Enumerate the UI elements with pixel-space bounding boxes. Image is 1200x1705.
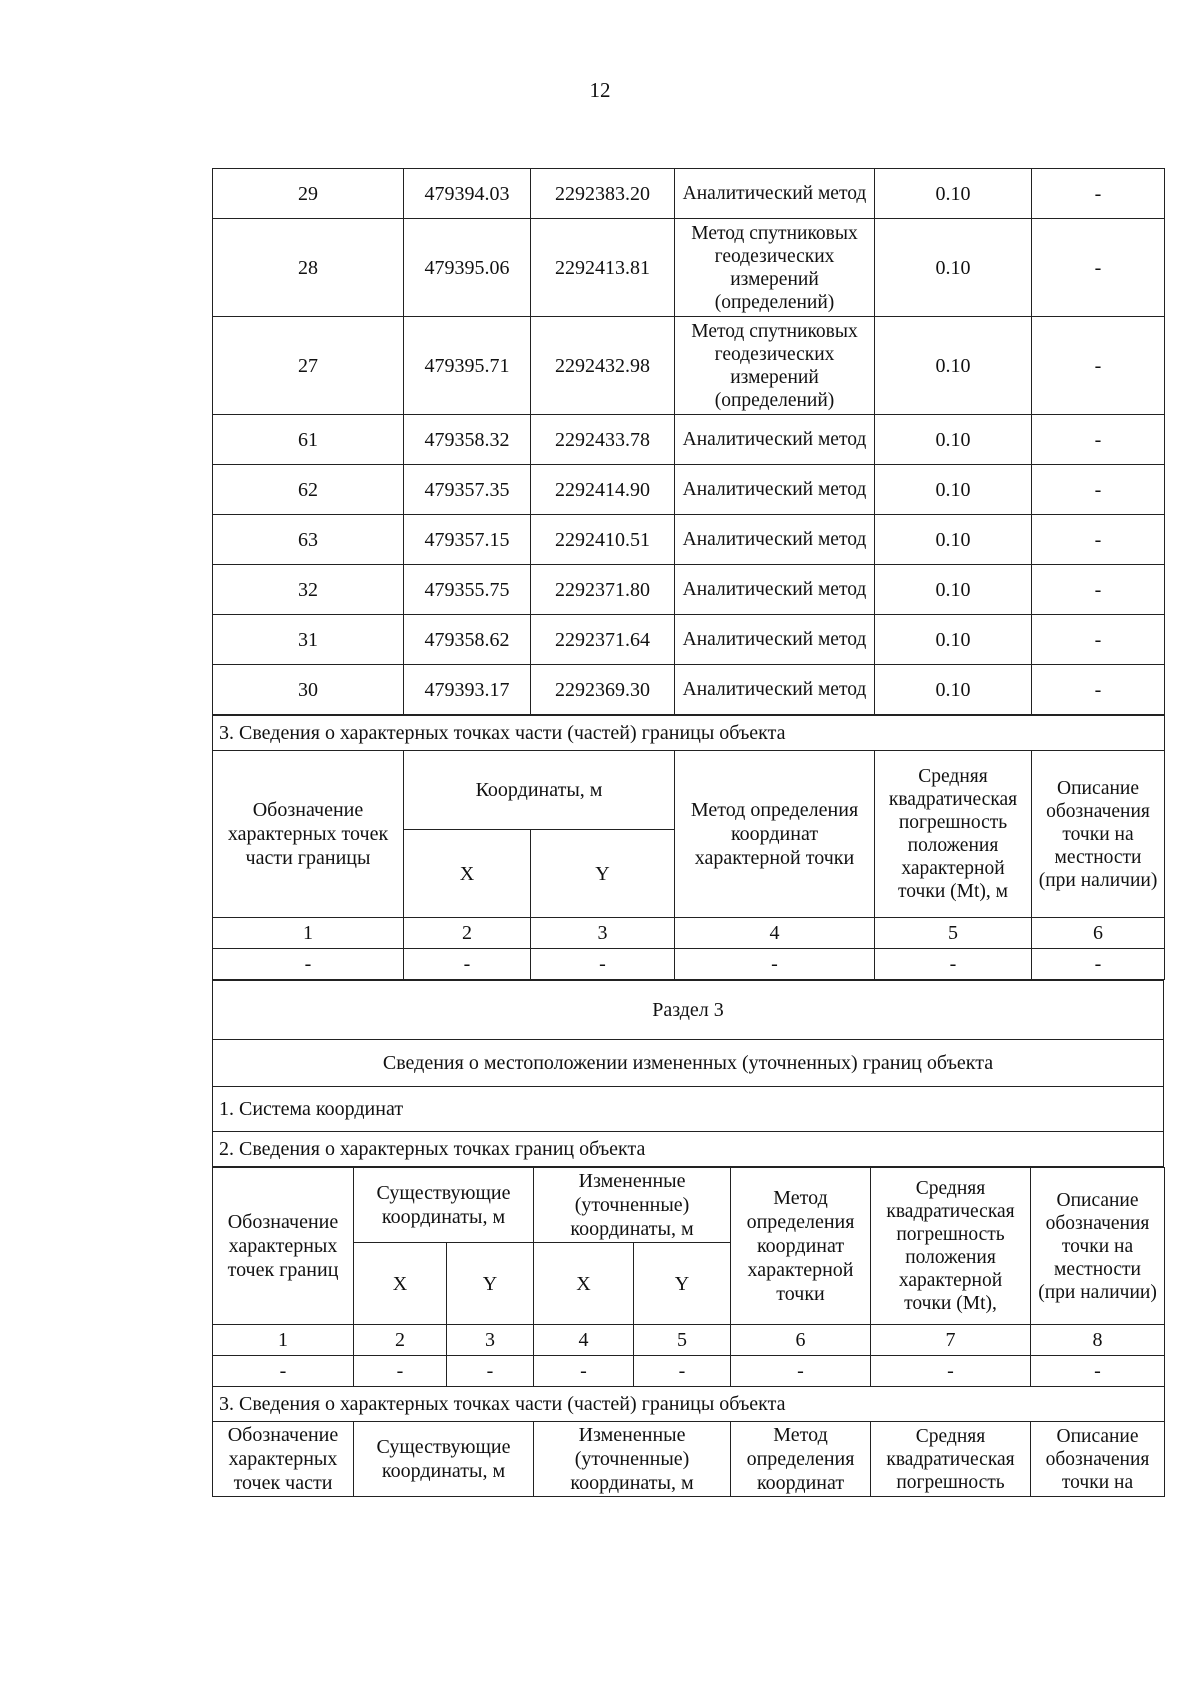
section3-part3-title: 3. Сведения о характерных точках части (частей) границы объекта	[213, 1387, 1165, 1422]
column-number: 2	[404, 918, 531, 949]
table-row	[213, 415, 1165, 465]
document-sheet	[212, 168, 1164, 1497]
header-y-changed: Y	[634, 1243, 731, 1325]
empty-cell: -	[1031, 1356, 1165, 1387]
x-coordinate-cell: 479358.32	[404, 415, 531, 465]
description-cell: -	[1032, 169, 1165, 219]
table-row	[213, 665, 1165, 715]
point-number-cell: 28	[213, 219, 404, 317]
mt-cell: 0.10	[875, 565, 1032, 615]
y-coordinate-cell: 2292369.30	[531, 665, 675, 715]
description-cell: -	[1032, 515, 1165, 565]
table-row	[213, 317, 1165, 415]
point-number-cell: 29	[213, 169, 404, 219]
section3-subheading: Сведения о местоположении измененных (уточненных) границ объекта	[213, 1040, 1164, 1087]
x-coordinate-cell: 479394.03	[404, 169, 531, 219]
column-number: 3	[447, 1325, 534, 1356]
mt-cell: 0.10	[875, 665, 1032, 715]
description-cell: -	[1032, 465, 1165, 515]
header-mt: Средняя квадратическая погрешность положения характерной точки (Mt),	[871, 1168, 1031, 1325]
y-coordinate-cell: 2292432.98	[531, 317, 675, 415]
empty-cell: -	[447, 1356, 534, 1387]
column-number: 2	[354, 1325, 447, 1356]
y-coordinate-cell: 2292414.90	[531, 465, 675, 515]
description-cell: -	[1032, 665, 1165, 715]
y-coordinate-cell: 2292410.51	[531, 515, 675, 565]
header-y-existing: Y	[447, 1243, 534, 1325]
column-number: 6	[1032, 918, 1165, 949]
x-coordinate-cell: 479357.15	[404, 515, 531, 565]
header-point: Обозначение характерных точек части	[213, 1422, 354, 1497]
table-row	[213, 615, 1165, 665]
empty-cell: -	[875, 949, 1032, 980]
method-cell: Аналитический метод	[675, 465, 875, 515]
point-number-cell: 62	[213, 465, 404, 515]
description-cell: -	[1032, 219, 1165, 317]
x-coordinate-cell: 479393.17	[404, 665, 531, 715]
header-description: Описание обозначения точки на местности (при наличии)	[1031, 1168, 1165, 1325]
table-row	[213, 565, 1165, 615]
method-cell: Аналитический метод	[675, 565, 875, 615]
method-cell: Метод спутниковых геодезических измерений (определений)	[675, 317, 875, 415]
mt-cell: 0.10	[875, 515, 1032, 565]
mt-cell: 0.10	[875, 317, 1032, 415]
section3-header-table	[212, 980, 1164, 1167]
empty-cell: -	[871, 1356, 1031, 1387]
header-method: Метод определения координат характерной точки	[731, 1168, 871, 1325]
x-coordinate-cell: 479395.71	[404, 317, 531, 415]
y-coordinate-cell: 2292371.80	[531, 565, 675, 615]
method-cell: Аналитический метод	[675, 169, 875, 219]
header-existing-coordinates: Существующие координаты, м	[354, 1422, 534, 1497]
description-cell: -	[1032, 565, 1165, 615]
empty-cell: -	[675, 949, 875, 980]
header-x: X	[404, 830, 531, 918]
header-description: Описание обозначения точки на местности (при наличии)	[1032, 751, 1165, 918]
column-number: 4	[675, 918, 875, 949]
mt-cell: 0.10	[875, 465, 1032, 515]
page-number: 12	[589, 78, 611, 102]
table-row	[213, 465, 1165, 515]
header-x-existing: X	[354, 1243, 447, 1325]
point-number-cell: 31	[213, 615, 404, 665]
y-coordinate-cell: 2292433.78	[531, 415, 675, 465]
column-number: 1	[213, 918, 404, 949]
mt-cell: 0.10	[875, 219, 1032, 317]
empty-cell: -	[634, 1356, 731, 1387]
point-number-cell: 63	[213, 515, 404, 565]
empty-cell: -	[1032, 949, 1165, 980]
empty-cell: -	[213, 1356, 354, 1387]
method-cell: Аналитический метод	[675, 665, 875, 715]
header-x-changed: X	[534, 1243, 634, 1325]
description-cell: -	[1032, 317, 1165, 415]
empty-cell: -	[531, 949, 675, 980]
column-number: 5	[634, 1325, 731, 1356]
point-number-cell: 61	[213, 415, 404, 465]
method-cell: Аналитический метод	[675, 515, 875, 565]
point-number-cell: 30	[213, 665, 404, 715]
x-coordinate-cell: 479355.75	[404, 565, 531, 615]
empty-cell: -	[404, 949, 531, 980]
method-cell: Аналитический метод	[675, 415, 875, 465]
section3-part2-title: 2. Сведения о характерных точках границ объекта	[213, 1132, 1164, 1167]
coordinate-system-label: 1. Система координат	[213, 1087, 1164, 1132]
table-row	[213, 169, 1165, 219]
header-method: Метод определения координат характерной точки	[675, 751, 875, 918]
header-mt: Средняя квадратическая погрешность	[871, 1422, 1031, 1497]
column-number: 1	[213, 1325, 354, 1356]
mt-cell: 0.10	[875, 615, 1032, 665]
section2-part3-title: 3. Сведения о характерных точках части (частей) границы объекта	[213, 716, 1165, 751]
method-cell: Метод спутниковых геодезических измерений (определений)	[675, 219, 875, 317]
column-number: 6	[731, 1325, 871, 1356]
header-existing-coordinates: Существующие координаты, м	[354, 1168, 534, 1243]
description-cell: -	[1032, 415, 1165, 465]
point-number-cell: 27	[213, 317, 404, 415]
section3-part2-table	[212, 1167, 1165, 1497]
column-number: 4	[534, 1325, 634, 1356]
empty-cell: -	[534, 1356, 634, 1387]
table-row	[213, 515, 1165, 565]
empty-cell: -	[731, 1356, 871, 1387]
header-description: Описание обозначения точки на	[1031, 1422, 1165, 1497]
header-method: Метод определения координат	[731, 1422, 871, 1497]
section2-part3-table	[212, 715, 1165, 980]
header-point: Обозначение характерных точек части границы	[213, 751, 404, 918]
header-y: Y	[531, 830, 675, 918]
y-coordinate-cell: 2292383.20	[531, 169, 675, 219]
section3-heading: Раздел 3	[213, 981, 1164, 1040]
column-number: 5	[875, 918, 1032, 949]
mt-cell: 0.10	[875, 415, 1032, 465]
y-coordinate-cell: 2292371.64	[531, 615, 675, 665]
column-number: 3	[531, 918, 675, 949]
header-changed-coordinates: Измененные (уточненные) координаты, м	[534, 1168, 731, 1243]
column-number: 8	[1031, 1325, 1165, 1356]
header-mt: Средняя квадратическая погрешность положения характерной точки (Mt), м	[875, 751, 1032, 918]
y-coordinate-cell: 2292413.81	[531, 219, 675, 317]
empty-cell: -	[354, 1356, 447, 1387]
x-coordinate-cell: 479395.06	[404, 219, 531, 317]
column-number: 7	[871, 1325, 1031, 1356]
method-cell: Аналитический метод	[675, 615, 875, 665]
x-coordinate-cell: 479357.35	[404, 465, 531, 515]
header-coordinates: Координаты, м	[404, 751, 675, 830]
table-row	[213, 219, 1165, 317]
mt-cell: 0.10	[875, 169, 1032, 219]
empty-cell: -	[213, 949, 404, 980]
header-changed-coordinates: Измененные (уточненные) координаты, м	[534, 1422, 731, 1497]
point-number-cell: 32	[213, 565, 404, 615]
description-cell: -	[1032, 615, 1165, 665]
coordinates-table	[212, 168, 1165, 715]
header-point: Обозначение характерных точек границ	[213, 1168, 354, 1325]
x-coordinate-cell: 479358.62	[404, 615, 531, 665]
